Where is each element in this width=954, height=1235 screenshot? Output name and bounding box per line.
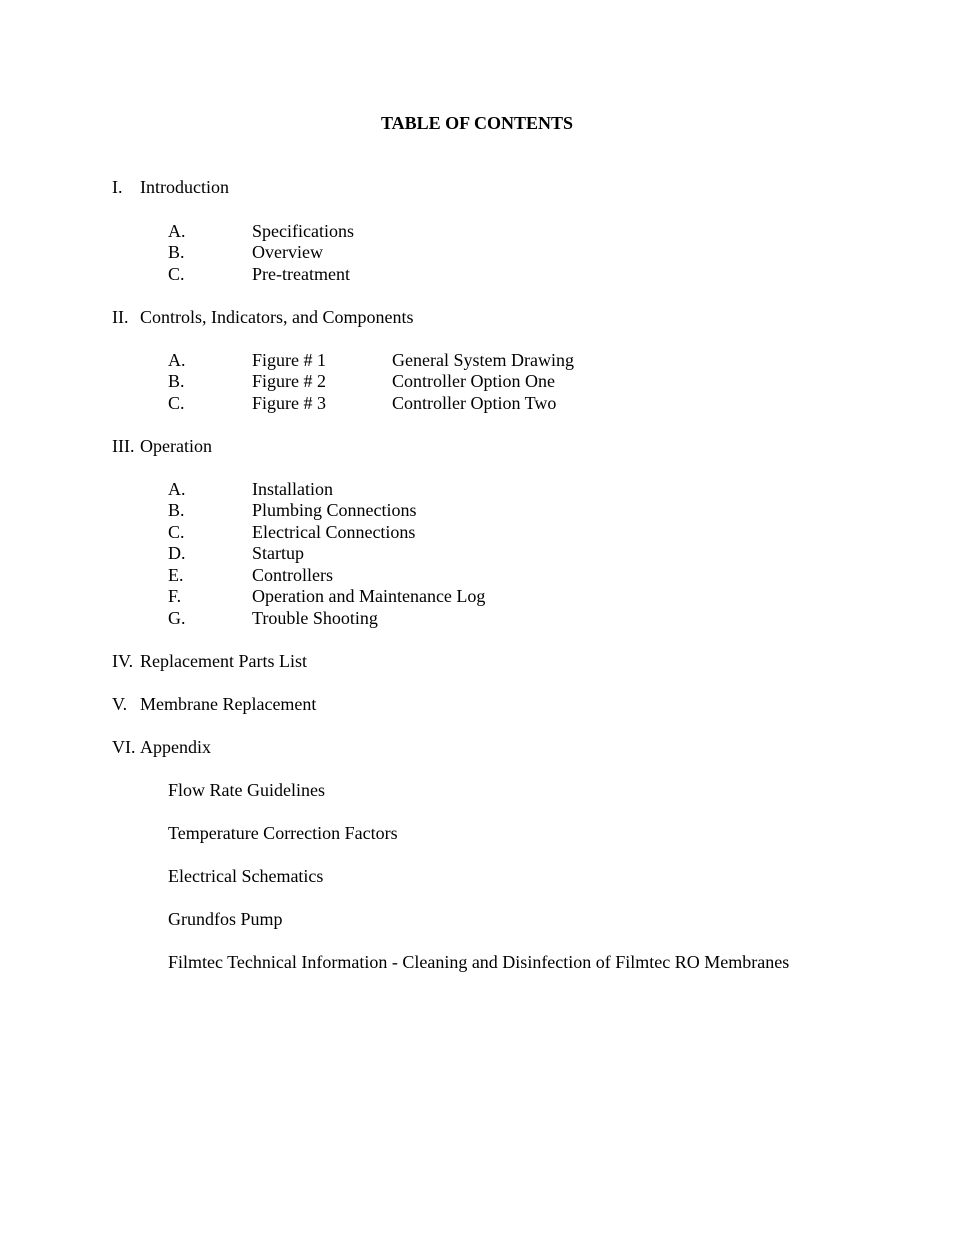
section-label: Replacement Parts List <box>140 651 307 671</box>
entry-name: Figure # 2 <box>252 371 326 391</box>
entry-description: Controller Option One <box>392 371 555 391</box>
section-heading-membrane-replacement <box>112 693 316 715</box>
section-label: Controls, Indicators, and Components <box>140 307 414 327</box>
section-label: Operation <box>140 436 212 456</box>
entry-description: General System Drawing <box>392 350 574 370</box>
section-number: V. <box>112 694 128 714</box>
entry-letter: A. <box>168 350 186 370</box>
section-heading-appendix <box>112 736 211 758</box>
section-heading-introduction <box>112 176 229 198</box>
entry-name: Specifications <box>252 221 354 241</box>
section-label: Introduction <box>140 177 229 197</box>
appendix-item: Flow Rate Guidelines <box>168 780 325 800</box>
entry-name: Controllers <box>252 565 333 585</box>
section-number: III. <box>112 436 135 456</box>
entry-letter: A. <box>168 479 186 499</box>
entry-description: Controller Option Two <box>392 393 557 413</box>
section-label: Membrane Replacement <box>140 694 317 714</box>
section-number: IV. <box>112 651 134 671</box>
entry-letter: C. <box>168 264 185 284</box>
entry-letter: D. <box>168 543 186 563</box>
section-label: Appendix <box>140 737 211 757</box>
entry-letter: C. <box>168 522 185 542</box>
entry-name: Plumbing Connections <box>252 500 417 520</box>
section-heading-operation <box>112 435 212 457</box>
entry-letter: C. <box>168 393 185 413</box>
entry-name: Figure # 3 <box>252 393 326 413</box>
section-heading-replacement-parts <box>112 650 307 672</box>
entry-letter: A. <box>168 221 186 241</box>
entry-name: Startup <box>252 543 304 563</box>
entry-name: Pre-treatment <box>252 264 350 284</box>
appendix-item: Filmtec Technical Information - Cleaning and Disinfection of Filmtec RO Membranes <box>168 952 790 972</box>
section-number: VI. <box>112 737 136 757</box>
appendix-item: Grundfos Pump <box>168 909 283 929</box>
section-number: II. <box>112 307 129 327</box>
entry-name: Operation and Maintenance Log <box>252 586 486 606</box>
entry-letter: B. <box>168 371 185 391</box>
entry-name: Electrical Connections <box>252 522 416 542</box>
entry-name: Trouble Shooting <box>252 608 378 628</box>
page-title: TABLE OF CONTENTS <box>380 113 574 133</box>
appendix-item: Temperature Correction Factors <box>168 823 398 843</box>
section-heading-controls <box>112 306 413 328</box>
entry-letter: B. <box>168 500 185 520</box>
entry-letter: F. <box>168 586 182 606</box>
entry-letter: B. <box>168 242 185 262</box>
entry-letter: G. <box>168 608 186 628</box>
entry-name: Installation <box>252 479 333 499</box>
entry-letter: E. <box>168 565 184 585</box>
entry-name: Figure # 1 <box>252 350 326 370</box>
appendix-item: Electrical Schematics <box>168 866 324 886</box>
entry-name: Overview <box>252 242 323 262</box>
section-number: I. <box>112 177 123 197</box>
